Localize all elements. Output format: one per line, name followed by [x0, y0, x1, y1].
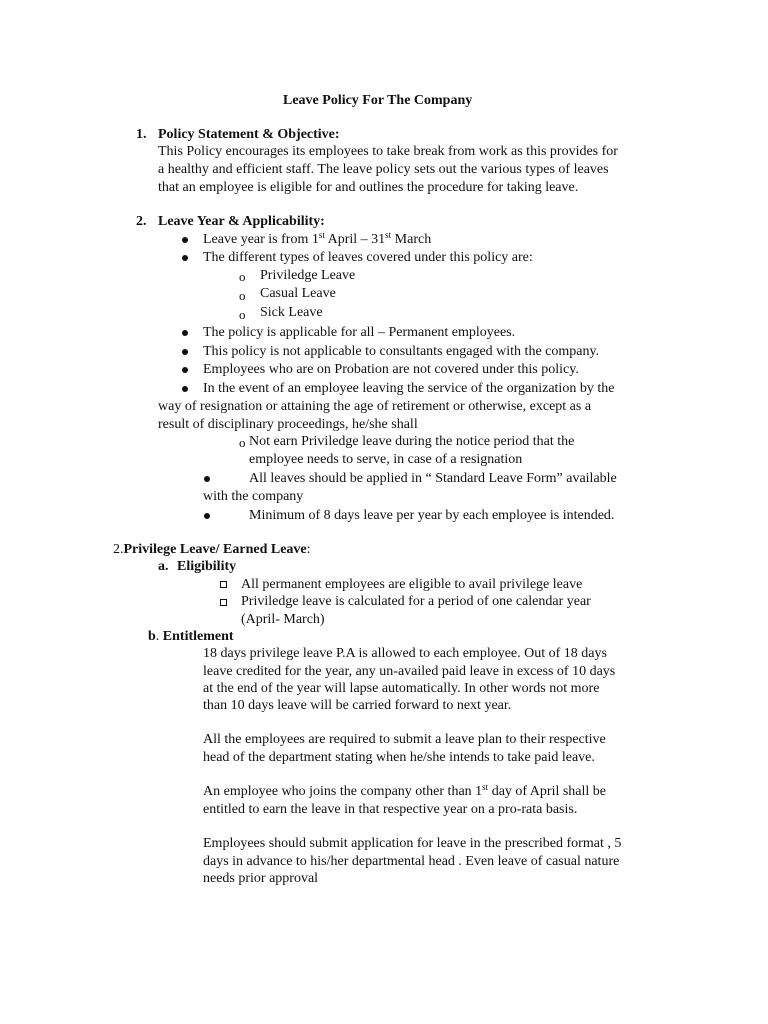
entitlement-text-line: at the end of the year will lapse automatically. In other words not more — [203, 681, 600, 696]
section-2-heading: Leave Year & Applicability: — [158, 214, 325, 229]
application-text-line: Employees should submit application for leave in the prescribed format , 5 — [203, 836, 622, 851]
leave-form-line: with the company — [203, 489, 304, 504]
section-1-text-line: a healthy and efficient staff. The leave policy sets out the various types of leaves — [158, 162, 609, 177]
application-text-line: needs prior approval — [203, 871, 319, 886]
notice-period-line: Not earn Priviledge leave during the notice period that the — [249, 434, 575, 449]
checkbox-bullet-icon — [220, 581, 227, 588]
leave-type-item: Sick Leave — [260, 305, 323, 320]
subsection-a-label: a. — [158, 559, 169, 574]
leave-type-item: Priviledge Leave — [260, 268, 356, 283]
permanent-bullet: The policy is applicable for all – Permanent employees. — [203, 325, 516, 340]
bullet-dot-icon — [204, 513, 210, 519]
entitlement-text-line: 18 days privilege leave P.A is allowed to each employee. Out of 18 days — [203, 646, 607, 661]
bullet-dot-icon — [182, 367, 188, 373]
eligibility-item-line: (April- March) — [241, 612, 325, 627]
eligibility-item: All permanent employees are eligible to avail privilege leave — [241, 577, 583, 592]
eligibility-item-line: Priviledge leave is calculated for a period of one calendar year — [241, 594, 591, 609]
entitlement-text-line: leave credited for the year, any un-availed paid leave in excess of 10 days — [203, 664, 616, 679]
leave-year-bullet: Leave year is from 1st April – 31st March — [203, 230, 432, 247]
leave-form-line: All leaves should be applied in “ Standard Leave Form” available — [249, 471, 617, 486]
subsection-b-heading: b. Entitlement — [148, 629, 234, 644]
leave-plan-text-line: head of the department stating when he/she intends to take paid leave. — [203, 750, 595, 765]
minimum-leave-bullet: Minimum of 8 days leave per year by each employee is intended. — [249, 508, 615, 523]
bullet-dot-icon — [204, 476, 210, 482]
entitlement-text-line: than 10 days leave will be carried forward to next year. — [203, 698, 512, 713]
section-1-text-line: This Policy encourages its employees to take break from work as this provides for — [158, 144, 618, 159]
bullet-dot-icon — [182, 255, 188, 261]
leave-type-item: Casual Leave — [260, 286, 336, 301]
event-bullet-line: In the event of an employee leaving the service of the organization by the — [203, 381, 615, 396]
sub-bullet-circle-icon: o — [239, 435, 246, 450]
event-bullet-line: result of disciplinary proceedings, he/she shall — [158, 417, 418, 432]
sub-bullet-circle-icon: o — [239, 307, 246, 322]
leave-types-intro: The different types of leaves covered under this policy are: — [203, 250, 533, 265]
pro-rata-text-line: An employee who joins the company other than 1st day of April shall be — [203, 782, 606, 799]
checkbox-bullet-icon — [220, 599, 227, 606]
consultants-bullet: This policy is not applicable to consultants engaged with the company. — [203, 344, 600, 359]
section-1-text-line: that an employee is eligible for and outlines the procedure for taking leave. — [158, 180, 579, 195]
sub-bullet-circle-icon: o — [239, 269, 246, 284]
application-text-line: days in advance to his/her departmental head . Even leave of casual nature — [203, 854, 620, 869]
section-1-number: 1. — [136, 127, 147, 142]
bullet-dot-icon — [182, 237, 188, 243]
section-3-heading: 2.Privilege Leave/ Earned Leave: — [113, 542, 311, 557]
probation-bullet: Employees who are on Probation are not covered under this policy. — [203, 362, 579, 377]
sub-bullet-circle-icon: o — [239, 288, 246, 303]
page-title: Leave Policy For The Company — [283, 93, 473, 108]
section-2-number: 2. — [136, 214, 147, 229]
subsection-a-heading: Eligibility — [177, 559, 237, 574]
pro-rata-text-line: entitled to earn the leave in that respective year on a pro-rata basis. — [203, 802, 578, 817]
bullet-dot-icon — [182, 386, 188, 392]
event-bullet-line: way of resignation or attaining the age of retirement or otherwise, except as a — [158, 399, 592, 414]
bullet-dot-icon — [182, 330, 188, 336]
notice-period-line: employee needs to serve, in case of a resignation — [249, 452, 523, 467]
leave-plan-text-line: All the employees are required to submit a leave plan to their respective — [203, 732, 606, 747]
section-1-heading: Policy Statement & Objective: — [158, 127, 340, 142]
bullet-dot-icon — [182, 349, 188, 355]
